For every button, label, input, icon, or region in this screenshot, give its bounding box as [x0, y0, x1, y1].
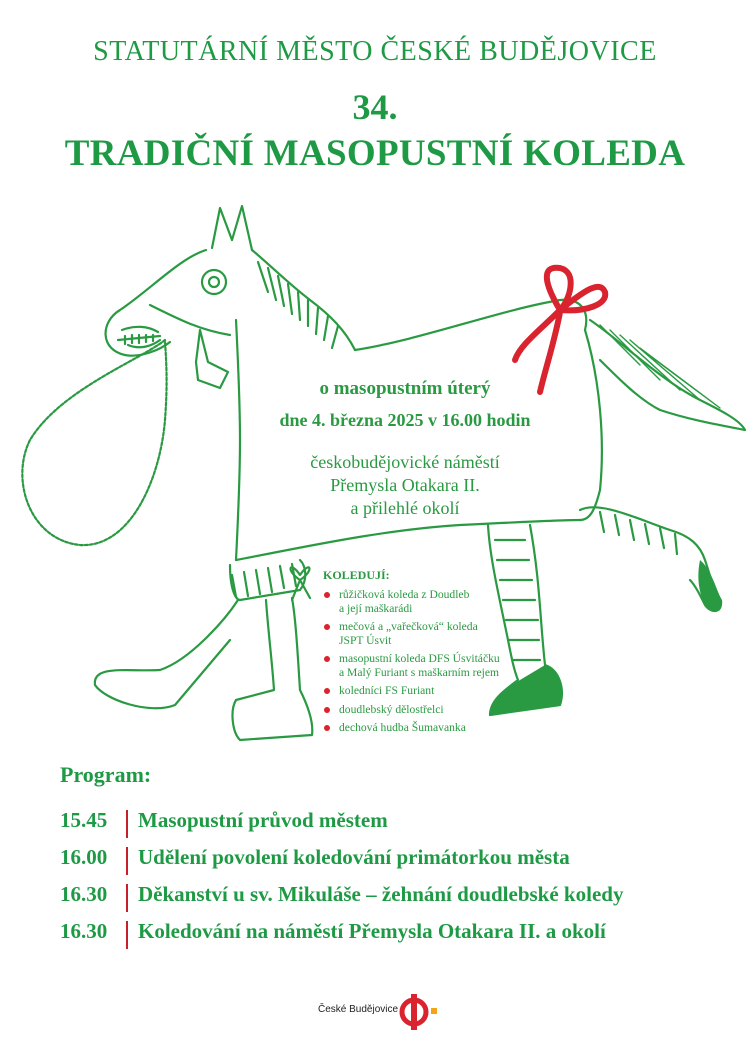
poster-title: TRADIČNÍ MASOPUSTNÍ KOLEDA	[64, 133, 686, 174]
list-item-text: růžičková koleda z Doudleb a její maškarádi	[339, 588, 470, 615]
program-event: Děkanství u sv. Mikuláše – žehnání doudlebské koledy	[138, 882, 624, 906]
divider	[126, 847, 128, 875]
list-item	[323, 721, 543, 735]
program-event: Koledování na náměstí Přemysla Otakara II. a okolí	[138, 919, 606, 943]
bullet-icon	[324, 624, 330, 630]
date-time-text: dne 4. března 2025 v 16.00 hodin	[279, 410, 531, 430]
list-item-text: masopustní koleda DFS Úsvitáčku a Malý Furiant s maškarním rejem	[339, 652, 500, 679]
bullet-icon	[324, 688, 330, 694]
program-heading: Program:	[60, 762, 152, 787]
list-item	[323, 620, 543, 647]
city-heading: STATUTÁRNÍ MĚSTO ČESKÉ BUDĚJOVICE	[93, 36, 657, 67]
list-item	[323, 652, 543, 679]
logo-text: České Budějovice	[318, 1004, 399, 1015]
program-time: 16.00	[60, 845, 108, 869]
bullet-icon	[324, 725, 330, 731]
place-line: Přemysla Otakara II.	[330, 475, 480, 495]
occasion-text: o masopustním úterý	[319, 378, 491, 399]
list-item-text: doudlebský dělostřelci	[339, 702, 444, 716]
list-item	[323, 588, 543, 615]
list-item	[323, 703, 543, 717]
divider	[126, 810, 128, 838]
koleduji-heading: KOLEDUJÍ:	[323, 568, 390, 582]
program-event: Masopustní průvod městem	[138, 808, 388, 832]
list-item-text: koledníci FS Furiant	[339, 684, 435, 697]
city-emblem-icon	[398, 992, 438, 1032]
program-time: 15.45	[60, 808, 108, 832]
list-item-text: mečová a „vařečková“ koleda JSPT Úsvit	[339, 620, 478, 647]
bullet-icon	[324, 707, 330, 713]
list-item-text: dechová hudba Šumavanka	[339, 721, 466, 734]
bullet-icon	[324, 592, 330, 598]
edition-number: 34.	[352, 87, 398, 127]
program-event: Udělení povolení koledování primátorkou města	[138, 845, 570, 869]
program-time: 16.30	[60, 919, 108, 943]
list-item	[323, 684, 543, 698]
divider	[126, 884, 128, 912]
bullet-icon	[324, 656, 330, 662]
city-logo	[318, 990, 438, 1035]
place-line: a přilehlé okolí	[350, 498, 460, 518]
divider	[126, 921, 128, 949]
place-line: českobudějovické náměstí	[310, 452, 500, 472]
program-time: 16.30	[60, 882, 108, 906]
koleduji-list	[323, 588, 543, 740]
